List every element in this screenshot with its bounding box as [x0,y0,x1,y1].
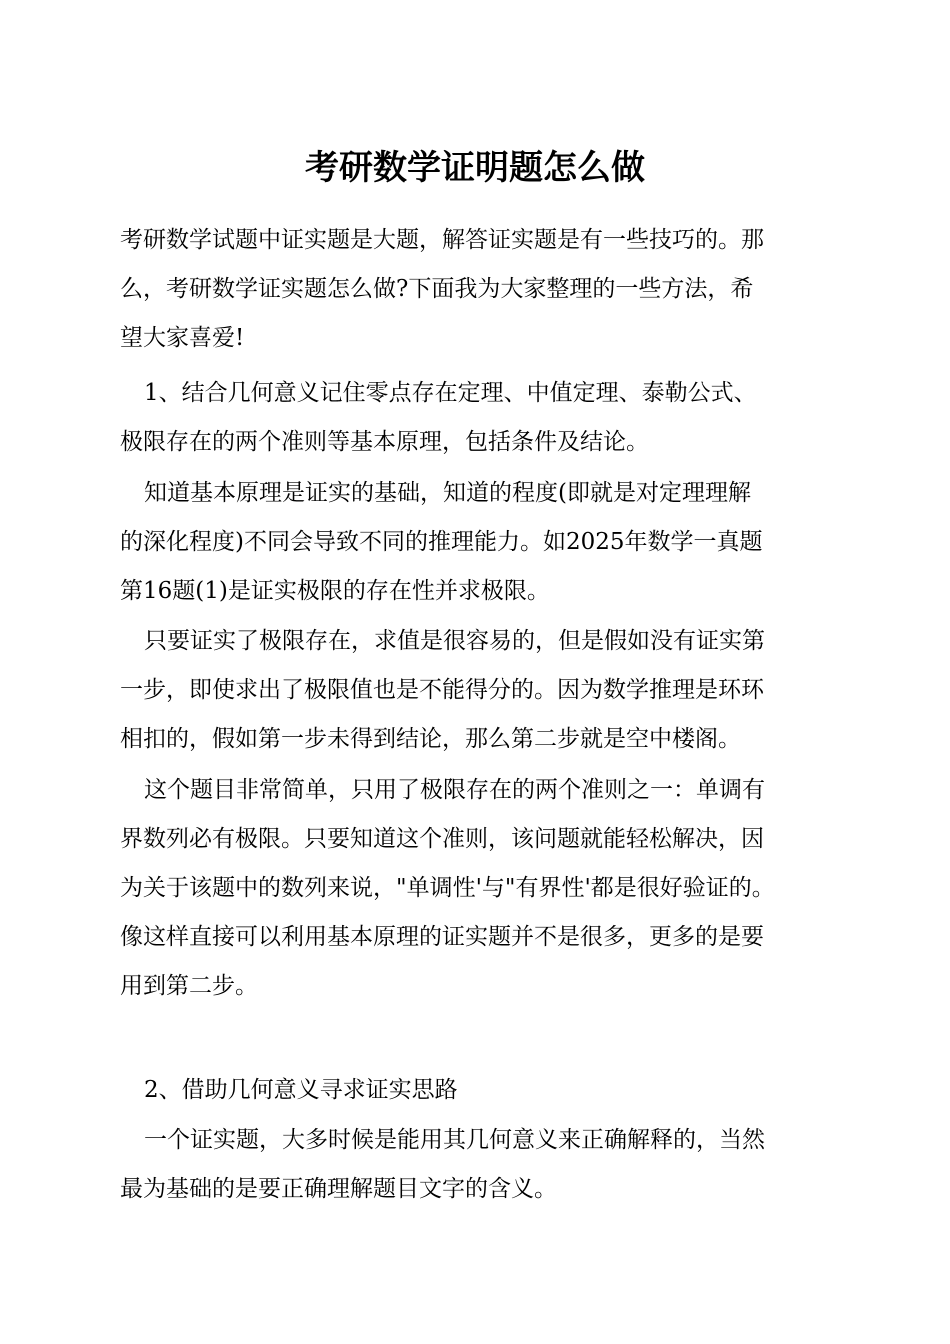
paragraph-line: 一步，即使求出了极限值也是不能得分的。因为数学推理是环环 [120,677,764,703]
paragraph-line: 只要证实了极限存在，求值是很容易的，但是假如没有证实第 [144,628,765,654]
paragraph-line: 望大家喜爱! [120,325,245,351]
paragraph-first-step [120,617,840,764]
paragraph-line: 像这样直接可以利用基本原理的证实题并不是很多，更多的是要 [120,924,764,950]
paragraph-line: 用到第二步。 [120,973,258,999]
paragraph-example [120,766,840,1011]
paragraph-line: 相扣的，假如第一步未得到结论，那么第二步就是空中楼阁。 [120,726,741,752]
paragraph-geometric [120,1116,840,1214]
paragraph-line: 这个题目非常简单，只用了极限存在的两个准则之一：单调有 [144,777,765,803]
paragraph-line: 为关于该题中的数列来说，"单调性'与"有界性'都是很好验证的。 [120,875,775,901]
paragraph-point-2 [120,1066,840,1115]
paragraph-line: 知道基本原理是证实的基础，知道的程度(即就是对定理理解 [144,480,751,506]
paragraph-line: 第16题(1)是证实极限的存在性并求极限。 [120,578,550,604]
paragraph-intro [120,216,840,363]
paragraph-line: 1、结合几何意义记住零点存在定理、中值定理、泰勒公式、 [144,380,757,406]
paragraph-line: 考研数学试题中证实题是大题，解答证实题是有一些技巧的。那 [120,227,764,253]
paragraph-line: 极限存在的两个准则等基本原理，包括条件及结论。 [120,429,649,455]
paragraph-line: 最为基础的是要正确理解题目文字的含义。 [120,1176,557,1202]
paragraph-line: 2、借助几何意义寻求证实思路 [144,1077,458,1103]
document-title: 考研数学证明题怎么做 [305,148,645,188]
paragraph-line: 么，考研数学证实题怎么做?下面我为大家整理的一些方法，希 [120,276,754,302]
paragraph-principles [120,469,840,616]
paragraph-line: 的深化程度)不同会导致不同的推理能力。如2025年数学一真题 [120,529,763,555]
paragraph-line: 一个证实题，大多时候是能用其几何意义来正确解释的，当然 [144,1127,765,1153]
paragraph-point-1 [120,369,840,467]
paragraph-line: 界数列必有极限。只要知道这个准则，该问题就能轻松解决，因 [120,826,764,852]
